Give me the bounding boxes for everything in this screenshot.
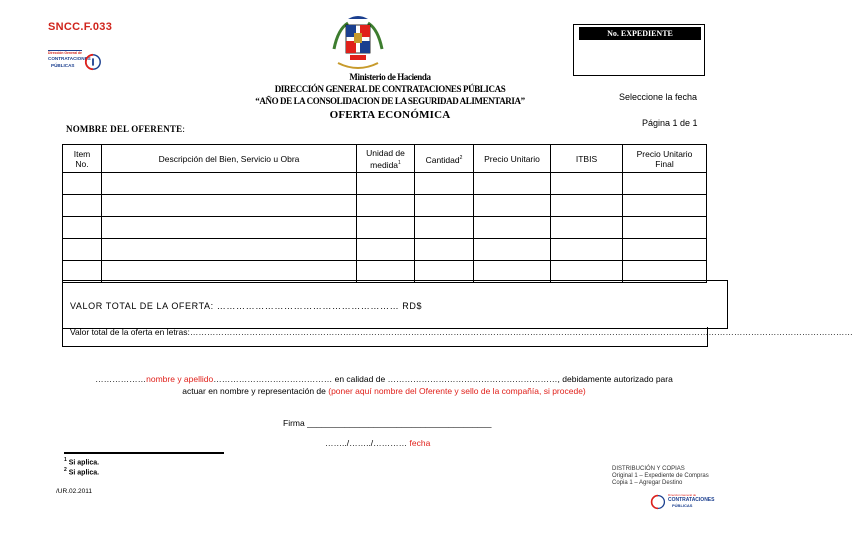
dgcp-emblem-icon (84, 53, 102, 71)
table-cell[interactable] (415, 217, 474, 239)
expediente-label: No. EXPEDIENTE (579, 27, 701, 40)
table-cell[interactable] (415, 239, 474, 261)
table-cell[interactable] (102, 195, 357, 217)
col-header-unit-price: Precio Unitario (474, 145, 551, 173)
table-cell[interactable] (102, 239, 357, 261)
table-cell[interactable] (357, 217, 415, 239)
bidder-name-field[interactable]: NOMBRE DEL OFERENTE: (66, 124, 185, 134)
table-header-row (63, 145, 707, 173)
date-line[interactable]: ……../……../………… fecha (325, 438, 431, 448)
table-cell[interactable] (623, 195, 707, 217)
dgcp-emblem-icon (650, 494, 666, 510)
directorate-title: DIRECCIÓN GENERAL DE CONTRATACIONES PÚBLICAS (274, 84, 506, 94)
table-cell[interactable] (63, 173, 102, 195)
table-cell[interactable] (474, 173, 551, 195)
authorization-line-1: ………………nombre y apellido…………………………………… en calidad de ……………………………………………………, debidamente autorizado para (95, 374, 673, 384)
table-cell[interactable] (63, 217, 102, 239)
table-cell[interactable] (474, 239, 551, 261)
table-cell[interactable] (623, 173, 707, 195)
table-cell[interactable] (357, 239, 415, 261)
col-header-itbis: ITBIS (551, 145, 623, 173)
table-cell[interactable] (357, 195, 415, 217)
name-hint: nombre y apellido (146, 374, 214, 384)
form-title: OFERTA ECONÓMICA (329, 109, 451, 121)
table-cell[interactable] (474, 195, 551, 217)
items-table (62, 144, 707, 283)
table-cell[interactable] (551, 195, 623, 217)
year-motto: “AÑO DE LA CONSOLIDACION DE LA SEGURIDAD ALIMENTARIA” (255, 96, 525, 106)
table-row (63, 239, 707, 261)
table-row (63, 217, 707, 239)
table-cell[interactable] (102, 217, 357, 239)
distribution-copies: DISTRIBUCIÓN Y COPIAS Original 1 – Expediente de Compras Copia 1 – Agregar Destino (612, 466, 709, 486)
table-cell[interactable] (357, 173, 415, 195)
table-cell[interactable] (63, 239, 102, 261)
table-cell[interactable] (63, 195, 102, 217)
table-cell[interactable] (415, 173, 474, 195)
col-header-description: Descripción del Bien, Servicio u Obra (102, 145, 357, 173)
col-header-quantity: Cantidad$^2$ (415, 145, 474, 173)
representation-hint: (poner aquí nombre del Oferente y sello de la compañía, si procede) (328, 386, 586, 396)
table-cell[interactable] (551, 173, 623, 195)
dgcp-logo-right: Dirección General de CONTRATACIONES PÚBLICAS (650, 493, 716, 511)
table-cell[interactable] (551, 217, 623, 239)
footer-code: /UR.02.2011 (56, 488, 93, 495)
table-cell[interactable] (102, 173, 357, 195)
col-header-item-no: Item No. (63, 145, 102, 173)
dgcp-logo-left: Dirección General de CONTRATACIONES PÚBLICAS (48, 50, 104, 76)
signature-line[interactable]: Firma _______________________________________ (283, 418, 492, 428)
total-offer-value[interactable]: VALOR TOTAL DE LA OFERTA: ………………………………………………… RD$ (70, 301, 423, 311)
form-code: SNCC.F.033 (48, 21, 113, 33)
ministry-title: Ministerio de Hacienda (349, 72, 431, 82)
coat-of-arms-icon (330, 13, 386, 71)
date-picker[interactable]: Seleccione la fecha (619, 92, 698, 102)
table-cell[interactable] (474, 217, 551, 239)
footnote-2: $^2$ Si aplica. (64, 467, 100, 477)
col-header-unit: Unidad de medida$^1$ (357, 145, 415, 173)
authorization-line-2: actuar en nombre y representación de (poner aquí nombre del Oferente y sello de la compañía, si procede) (182, 386, 586, 396)
table-row (63, 173, 707, 195)
table-row (63, 195, 707, 217)
table-cell[interactable] (623, 239, 707, 261)
table-cell[interactable] (551, 239, 623, 261)
table-cell[interactable] (415, 195, 474, 217)
footnote-separator (64, 452, 224, 454)
col-header-final-price: Precio Unitario Final (623, 145, 707, 173)
footnote-1: $^1$ Si aplica. (64, 457, 100, 467)
bidder-name-label: NOMBRE DEL OFERENTE (66, 124, 183, 134)
table-cell[interactable] (623, 217, 707, 239)
total-offer-in-words[interactable]: Valor total de la oferta en letras:……………………………………………………………………………………………………………………………………………………………………………………………………………… (70, 327, 853, 337)
page-number: Página 1 de 1 (642, 118, 698, 128)
